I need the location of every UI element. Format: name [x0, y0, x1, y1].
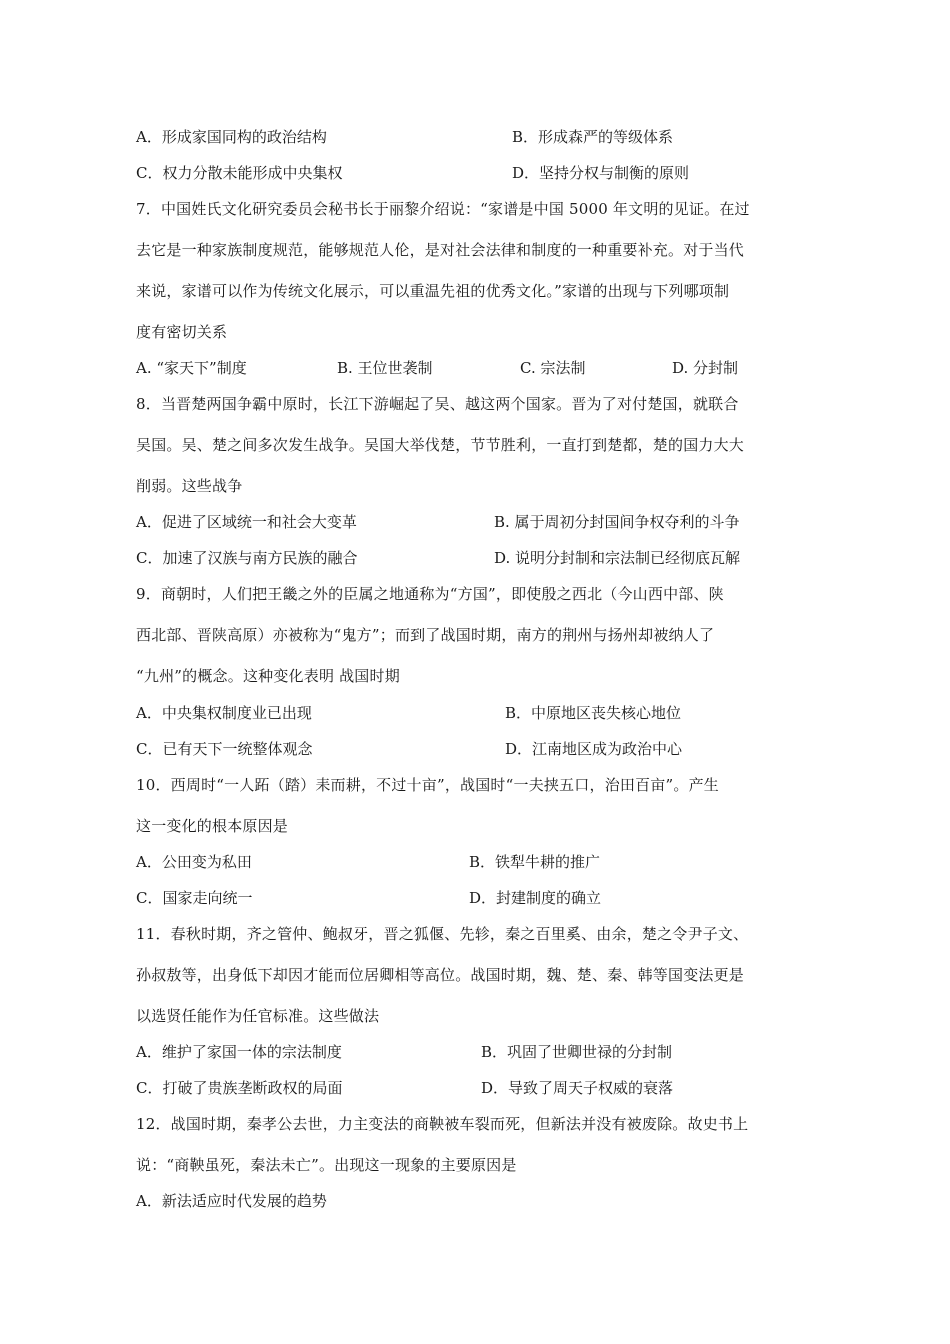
- q7-text-line-1: 7．中国姓氏文化研究委员会秘书长于丽黎介绍说：“家谱是中国 5000 年文明的见证。在过: [136, 200, 750, 218]
- q10-text-line-1: 10．西周时“一人跖（踏）耒而耕，不过十亩”，战国时“一夫挟五口，治田百亩”。产生: [136, 776, 719, 794]
- q7-option-a: A. “家天下”制度: [136, 359, 247, 377]
- q6-option-d: D．坚持分权与制衡的原则: [512, 164, 690, 182]
- q10-option-b: B．铁犁牛耕的推广: [469, 853, 601, 871]
- q7-option-c: C. 宗法制: [520, 359, 586, 377]
- q12-text-line-1: 12．战国时期，秦孝公去世，力主变法的商鞅被车裂而死，但新法并没有被废除。故史书上: [136, 1115, 749, 1133]
- q9-option-a: A．中央集权制度业已出现: [136, 704, 312, 722]
- q9-text-line-2: 西北部、晋陕高原）亦被称为“鬼方”；而到了战国时期，南方的荆州与扬州却被纳人了: [136, 626, 715, 644]
- q12-option-a: A．新法适应时代发展的趋势: [136, 1192, 327, 1210]
- q7-option-d: D. 分封制: [672, 359, 739, 377]
- q9-option-d: D．江南地区成为政治中心: [505, 740, 683, 758]
- q6-option-a: A．形成家国同构的政治结构: [136, 128, 327, 146]
- q9-text-line-3: “九州”的概念。这种变化表明 战国时期: [136, 667, 400, 685]
- q7-text-line-2: 去它是一种家族制度规范，能够规范人伦，是对社会法律和制度的一种重要补充。对于当代: [136, 241, 745, 259]
- q8-text-line-2: 吴国。吴、楚之间多次发生战争。吴国大举伐楚，节节胜利，一直打到楚都，楚的国力大大: [136, 436, 745, 454]
- q6-option-b: B．形成森严的等级体系: [512, 128, 674, 146]
- q11-option-c: C．打破了贵族垄断政权的局面: [136, 1079, 343, 1097]
- q7-text-line-3: 来说，家谱可以作为传统文化展示，可以重温先祖的优秀文化。”家谱的出现与下列哪项制: [136, 282, 730, 300]
- q10-text-line-2: 这一变化的根本原因是: [136, 817, 289, 835]
- q9-option-b: B．中原地区丧失核心地位: [505, 704, 682, 722]
- q8-option-d: D. 说明分封制和宗法制已经彻底瓦解: [494, 549, 741, 567]
- q11-text-line-2: 孙叔敖等，出身低下却因才能而位居卿相等高位。战国时期，魏、楚、秦、韩等国变法更是: [136, 966, 745, 984]
- q7-option-b: B. 王位世袭制: [337, 359, 433, 377]
- q6-option-c: C．权力分散未能形成中央集权: [136, 164, 343, 182]
- q12-text-line-2: 说：“商鞅虽死，秦法未亡”。出现这一现象的主要原因是: [136, 1156, 517, 1174]
- q10-option-c: C．国家走向统一: [136, 889, 253, 907]
- q11-text-line-3: 以选贤任能作为任官标准。这些做法: [136, 1007, 380, 1025]
- q10-option-a: A．公田变为私田: [136, 853, 252, 871]
- q9-text-line-1: 9．商朝时，人们把王畿之外的臣属之地通称为“方国”，即使殷之西北（今山西中部、陕: [136, 585, 724, 603]
- q8-text-line-3: 削弱。这些战争: [136, 477, 243, 495]
- q10-option-d: D．封建制度的确立: [469, 889, 602, 907]
- q11-option-a: A．维护了家国一体的宗法制度: [136, 1043, 342, 1061]
- q8-text-line-1: 8．当晋楚两国争霸中原时，长江下游崛起了吴、越这两个国家。晋为了对付楚国，就联合: [136, 395, 739, 413]
- q9-option-c: C．已有天下一统整体观念: [136, 740, 313, 758]
- q11-option-b: B．巩固了世卿世禄的分封制: [481, 1043, 673, 1061]
- q8-option-a: A．促进了区域统一和社会大变革: [136, 513, 357, 531]
- q11-option-d: D．导致了周天子权威的衰落: [481, 1079, 674, 1097]
- q8-option-b: B. 属于周初分封国间争权夺利的斗争: [494, 513, 740, 531]
- q8-option-c: C．加速了汉族与南方民族的融合: [136, 549, 358, 567]
- q7-text-line-4: 度有密切关系: [136, 323, 228, 341]
- q11-text-line-1: 11．春秋时期，齐之管仲、鲍叔牙，晋之狐偃、先轸，秦之百里奚、由余，楚之令尹子文、: [136, 925, 749, 943]
